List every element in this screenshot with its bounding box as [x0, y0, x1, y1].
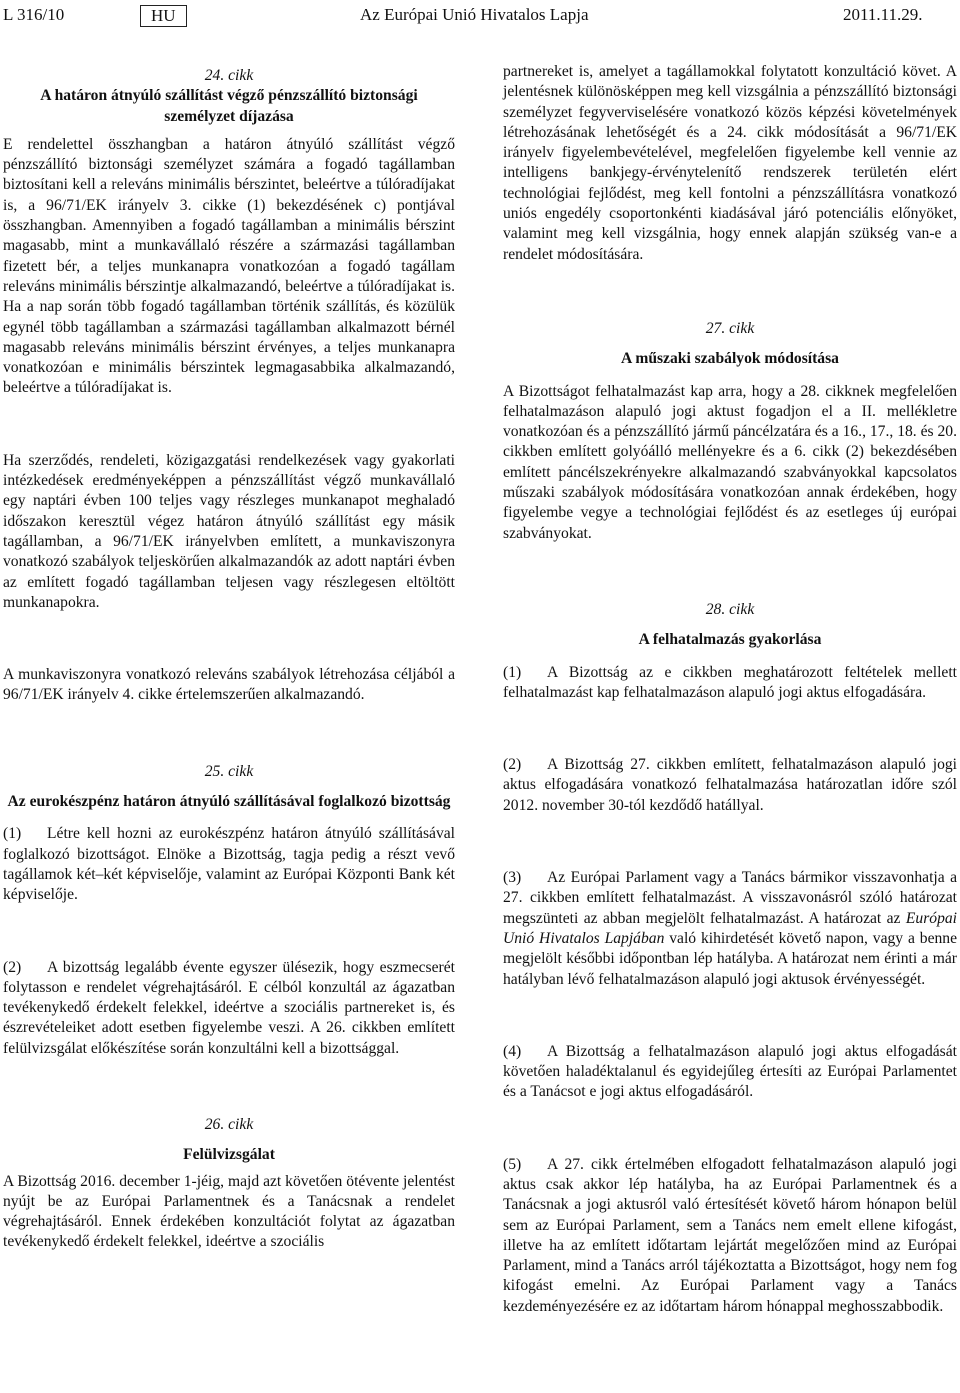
publication-date: 2011.11.29. — [843, 5, 923, 24]
article-28-paragraph-1 — [503, 663, 957, 704]
paragraph-text: A Bizottság az e cikkben meghatározott feltételek mellett felhatalmazást kap felhatalmazáson alapuló jogi aktus elfogadására. — [503, 663, 957, 701]
paragraph-text: A Bizottság a felhatalmazáson alapuló jogi aktus elfogadását követően haladéktalanul és egyidejűleg értesíti az Európai Parlamentet és a Tanácsot e jogi aktus elfogadásáról. — [503, 1042, 957, 1101]
paragraph-text: A Bizottság 27. cikkben említett, felhatalmazáson alapuló jogi aktus elfogadására vonatkozó felhatalmazása határozatlan időre szól 2012. november 30-tól kezdődő hatállyal. — [503, 756, 957, 814]
paragraph-number: (5) — [503, 1155, 522, 1173]
paragraph-number: (1) — [3, 825, 22, 843]
article-27-title: A műszaki szabályok módosítása — [621, 350, 839, 368]
paragraph-text: Az Európai Parlament vagy a Tanács bármikor visszavonhatja a 27. cikkben említett felhatalmazást. A visszavonásról szóló határozat megszünteti az abban megjelölt felhatalmazást. A határozat az — [503, 869, 957, 927]
article-25-paragraph-1 — [3, 824, 455, 905]
article-28-number: 28. cikk — [705, 600, 755, 618]
language-badge: HU — [140, 5, 187, 27]
left-column — [3, 62, 455, 1253]
article-26-paragraph: A Bizottság 2016. december 1-jéig, majd azt követően ötévente jelentést nyújt be az Európai Parlamentnek és a Tanácsnak a rendelet végrehajtásáról. Ennek érdekében konzultációt folytat az ágazatban tevékenykedő érdekelt felekkel, ideértve a szociális — [3, 1172, 455, 1251]
article-24-paragraph-2: Ha szerződés, rendeleti, közigazgatási rendelkezések vagy gyakorlati intézkedések eredményeképpen a pénzszállítást végző munkavállaló egy naptári évben 100 teljes vagy részleges munkanapot meghaladó időszakon keresztül végez határon átnyúló szállítást egy másik tagállamban, a 96/71/EK irányelvben említett, a munkaviszonyra vonatkozó szabályok teljeskörűen alkalmazandók az adott naptári évben az említett fogadó tagállamban teljesen vagy részlegesen eltöltött munkanapokra. — [3, 451, 455, 611]
article-26-continuation: partnereket is, amelyet a tagállamokkal folytatott konzultáció követ. A jelentésnek különösképpen meg kell vizsgálnia a pénzszállító biztonsági személyzet fegyverviselésére vonatkozó közös képzési követelmények létrehozásának lehetőségét és a 24. cikk módosítását a 96/71/EK irányelv figyelembevételével, megfelelően figyelembe kell vennie az intelligens bankjegy-érvénytelenítő rendszerek területén elért technológiai fejlődést, meg kell fontolni a pénzszállításra vonatkozó uniós engedély csoportonkénti kiadásával járó potenciális előnyöket, valamint meg kell vizsgálnia, hogy ennek alapján szükség van-e a rendelet módosítására. — [503, 63, 957, 263]
paragraph-number: (1) — [503, 663, 522, 681]
article-25-paragraph-2 — [3, 958, 455, 1059]
article-25-title: Az eurokészpénz határon átnyúló szállításával foglalkozó bizottság — [7, 793, 451, 811]
article-28-paragraph-4 — [503, 1042, 957, 1103]
journal-title: Az Európai Unió Hivatalos Lapja — [360, 5, 589, 24]
paragraph-text: Létre kell hozni az eurokészpénz határon átnyúló szállításával foglalkozó bizottságot. Elnöke a Bizottság, tagja pedig a részt vevő tagállamok két–két képviselője, valamint az Európai Központi Bank két képviselője. — [3, 825, 455, 904]
article-25-number: 25. cikk — [204, 762, 254, 780]
article-28-title: A felhatalmazás gyakorlása — [638, 631, 822, 649]
article-26-number: 26. cikk — [204, 1115, 254, 1133]
paragraph-number: (3) — [503, 869, 522, 887]
article-24-paragraph-3: A munkaviszonyra vonatkozó releváns szabályok létrehozása céljából a 96/71/EK irányelv 4. cikke értelemszerűen alkalmazandó. — [3, 666, 455, 704]
article-27-paragraph: A Bizottságot felhatalmazást kap arra, hogy a 28. cikknek megfelelően felhatalmazáson alapuló jogi aktust fogadjon el a II. mellékletre vonatkozóan és a pénzszállító jármű páncélzatára és a 16., 17., 18. és 20. cikkben említett golyóálló mellényekre és a 6. cikk (2) bekezdésében említett páncélszekrényekre alkalmazandó szabványokkal kapcsolatos műszaki szabályok módosítására vonatkozóan annak érdekében, hogy figyelembe vegye a technológiai fejlődést és az esetleges új európai szabványokat. — [503, 382, 957, 542]
page-header — [0, 0, 960, 30]
page-reference: L 316/10 — [3, 5, 65, 24]
right-column — [503, 62, 957, 1317]
paragraph-number: (2) — [3, 958, 22, 976]
paragraph-text: A 27. cikk értelmében elfogadott felhatalmazáson alapuló jogi aktus csak akkor lép hatályba, ha az Európai Parlamentnek és a Tanácsnak a jogi aktusról való értesítését követő három hónapon belül sem az Európai Parlament, sem a Tanács nem emelt ellene kifogást, illetve ha az említett időtartam lejártát megelőzően mind az Európai Parlament, mind a Tanács arról tájékoztatta a Bizottságot, hogy nem fog kifogást emelni. Az Európai Parlament vagy a Tanács kezdeményezésére ez az időtartam három hónappal meghosszabbodik. — [503, 1155, 957, 1315]
article-24-number: 24. cikk — [204, 67, 254, 84]
journal-name-italic: Európai Unió Hivatalos Lapjában — [503, 909, 957, 947]
article-24-paragraph-1: E rendelettel összhangban a határon átnyúló szállítást végző pénzszállító biztonsági személyzet számára a fogadó tagállamban biztosítani kell a releváns minimális bérszintet, beleértve a túlóradíjakat is, a 96/71/EK irányelv 3. cikke (1) bekezdésének c) pontjával összhangban. Amennyiben a fogadó tagállamban a minimális bérszint magasabb, mint a munkavállaló részére a származási tagállamban fizetett bér, a teljes munkanapra vonatkozóan a fogadó tagállam releváns minimális bérszintje alkalmazandó, beleértve a túlóradíjakat is. Ha a nap során több fogadó tagállamban történik szállítás, és közülük egynél több tagállamban a származási tagállamban alkalmazott bérnél magasabb releváns minimális bérszint érvényes, a teljes munkanapra vonatkozóan e minimális bérszintek legmagasabbika alkalmazandó, beleértve a túlóradíjakat is. — [3, 135, 455, 397]
article-28-paragraph-2 — [503, 755, 957, 816]
article-28-paragraph-3 — [503, 868, 957, 990]
paragraph-text: való kihirdetését követő napon, vagy a benne megjelölt későbbi időpontban lép hatályba. A határozat nem érinti a már hatályban lévő felhatalmazáson alapuló jogi aktusok érvényességét. — [503, 929, 958, 988]
article-27-number: 27. cikk — [705, 319, 755, 337]
paragraph-text: A bizottság legalább évente egyszer ülésezik, hogy eszmecserét folytasson e rendelet végrehajtásáról. E célból konzultál az ágazatban tevékenykedő érdekelt felekkel, ideértve a szociális partnereket is, és észrevételeiket adott esetben figyelembe veszi. A 26. cikkben említett felülvizsgálat előkészítése során konzultálni kell a bizottsággal. — [3, 958, 455, 1057]
article-24-title: A határon átnyúló szállítást végző pénzszállító biztonsági személyzet díjazása — [40, 87, 418, 125]
article-28-paragraph-5 — [503, 1155, 957, 1317]
paragraph-number: (2) — [503, 756, 522, 774]
paragraph-number: (4) — [503, 1042, 522, 1060]
article-26-title: Felülvizsgálat — [183, 1146, 275, 1164]
